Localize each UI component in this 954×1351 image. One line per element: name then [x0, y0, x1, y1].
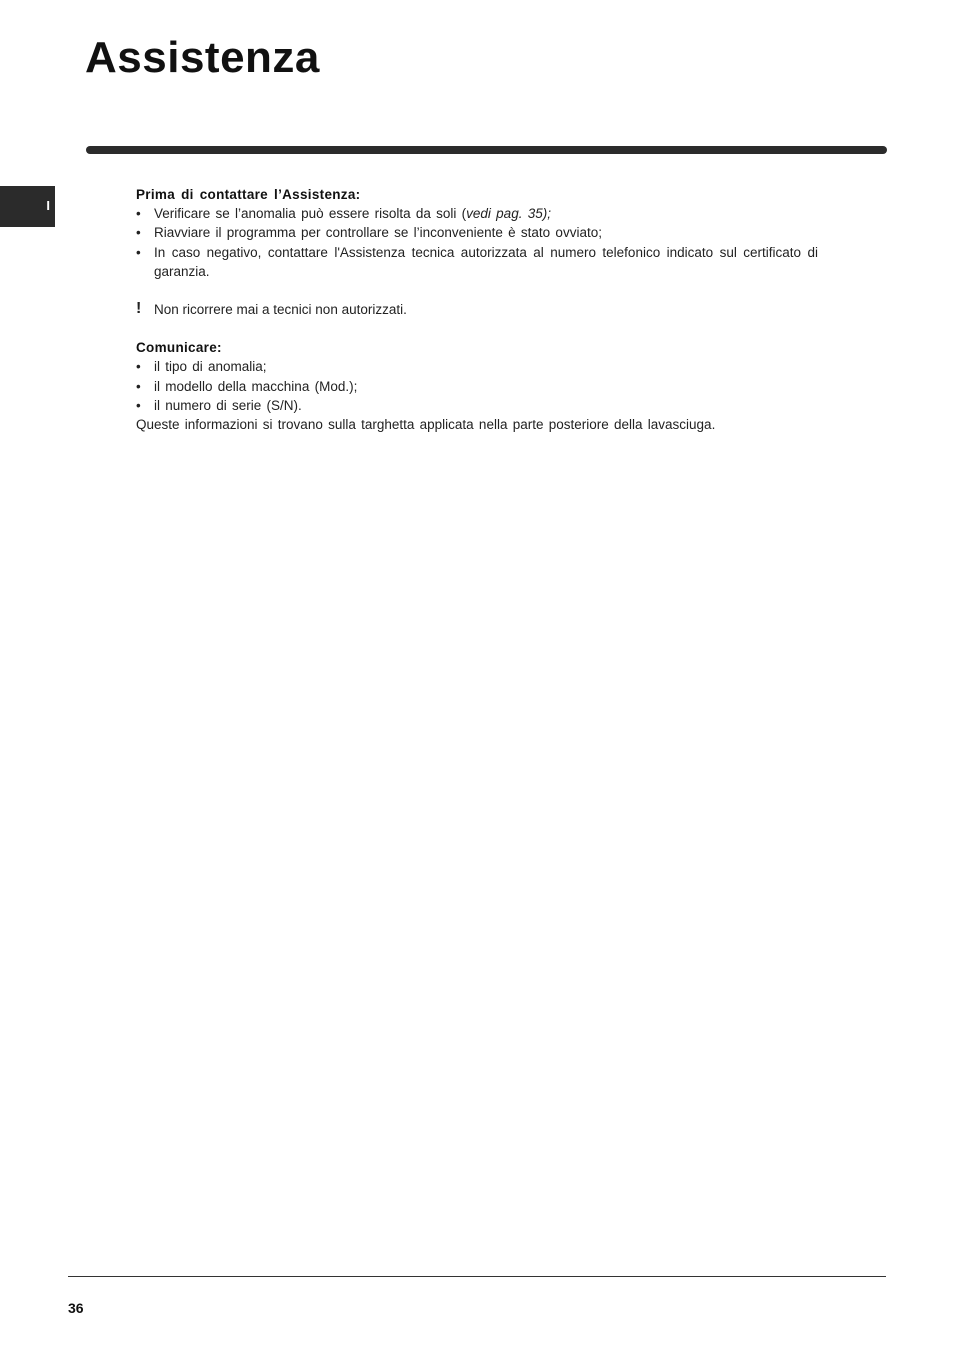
list-item [136, 396, 818, 415]
page-reference: vedi pag. 35); [466, 206, 551, 222]
footer-divider [68, 1276, 886, 1277]
communicate-list [136, 357, 818, 415]
list-item [136, 204, 818, 223]
spacer [136, 281, 818, 300]
page-title: Assistenza [85, 33, 320, 82]
bullet-icon: • [136, 244, 141, 260]
list-item [136, 357, 818, 376]
bullet-icon: • [136, 206, 141, 222]
main-content [136, 185, 818, 434]
page-number: 36 [68, 1300, 84, 1316]
rating-plate-note: Queste informazioni si trovano sulla targhetta applicata nella parte posteriore della lavasciuga. [136, 417, 716, 433]
list-item-text: Verificare se l’anomalia può essere risolta da soli ( [154, 206, 467, 222]
exclamation-icon: ! [136, 300, 142, 318]
list-item-text: il modello della macchina (Mod.); [154, 378, 358, 394]
bullet-icon: • [136, 378, 141, 394]
spacer [136, 319, 818, 338]
warning-note [136, 300, 818, 319]
language-tab [0, 186, 55, 227]
bullet-icon: • [136, 397, 141, 413]
list-item [136, 377, 818, 396]
bullet-icon: • [136, 359, 141, 375]
communicate-heading: Comunicare: [136, 340, 222, 356]
title-divider [86, 146, 887, 154]
language-tab-label: I [46, 198, 50, 213]
before-contact-heading: Prima di contattare l’Assistenza: [136, 187, 361, 202]
list-item-text: In caso negativo, contattare l'Assistenza tecnica autorizzata al numero telefonico indicato sul certificato di garanzia. [154, 244, 818, 279]
list-item [136, 223, 818, 242]
list-item [136, 243, 818, 281]
bullet-icon: • [136, 225, 141, 241]
list-item-text: il numero di serie (S/N). [154, 397, 302, 413]
list-item-text: il tipo di anomalia; [154, 359, 267, 375]
before-contact-list [136, 204, 818, 281]
list-item-text: Riavviare il programma per controllare se l’inconveniente è stato ovviato; [154, 225, 602, 241]
warning-text: Non ricorrere mai a tecnici non autorizzati. [154, 302, 407, 318]
